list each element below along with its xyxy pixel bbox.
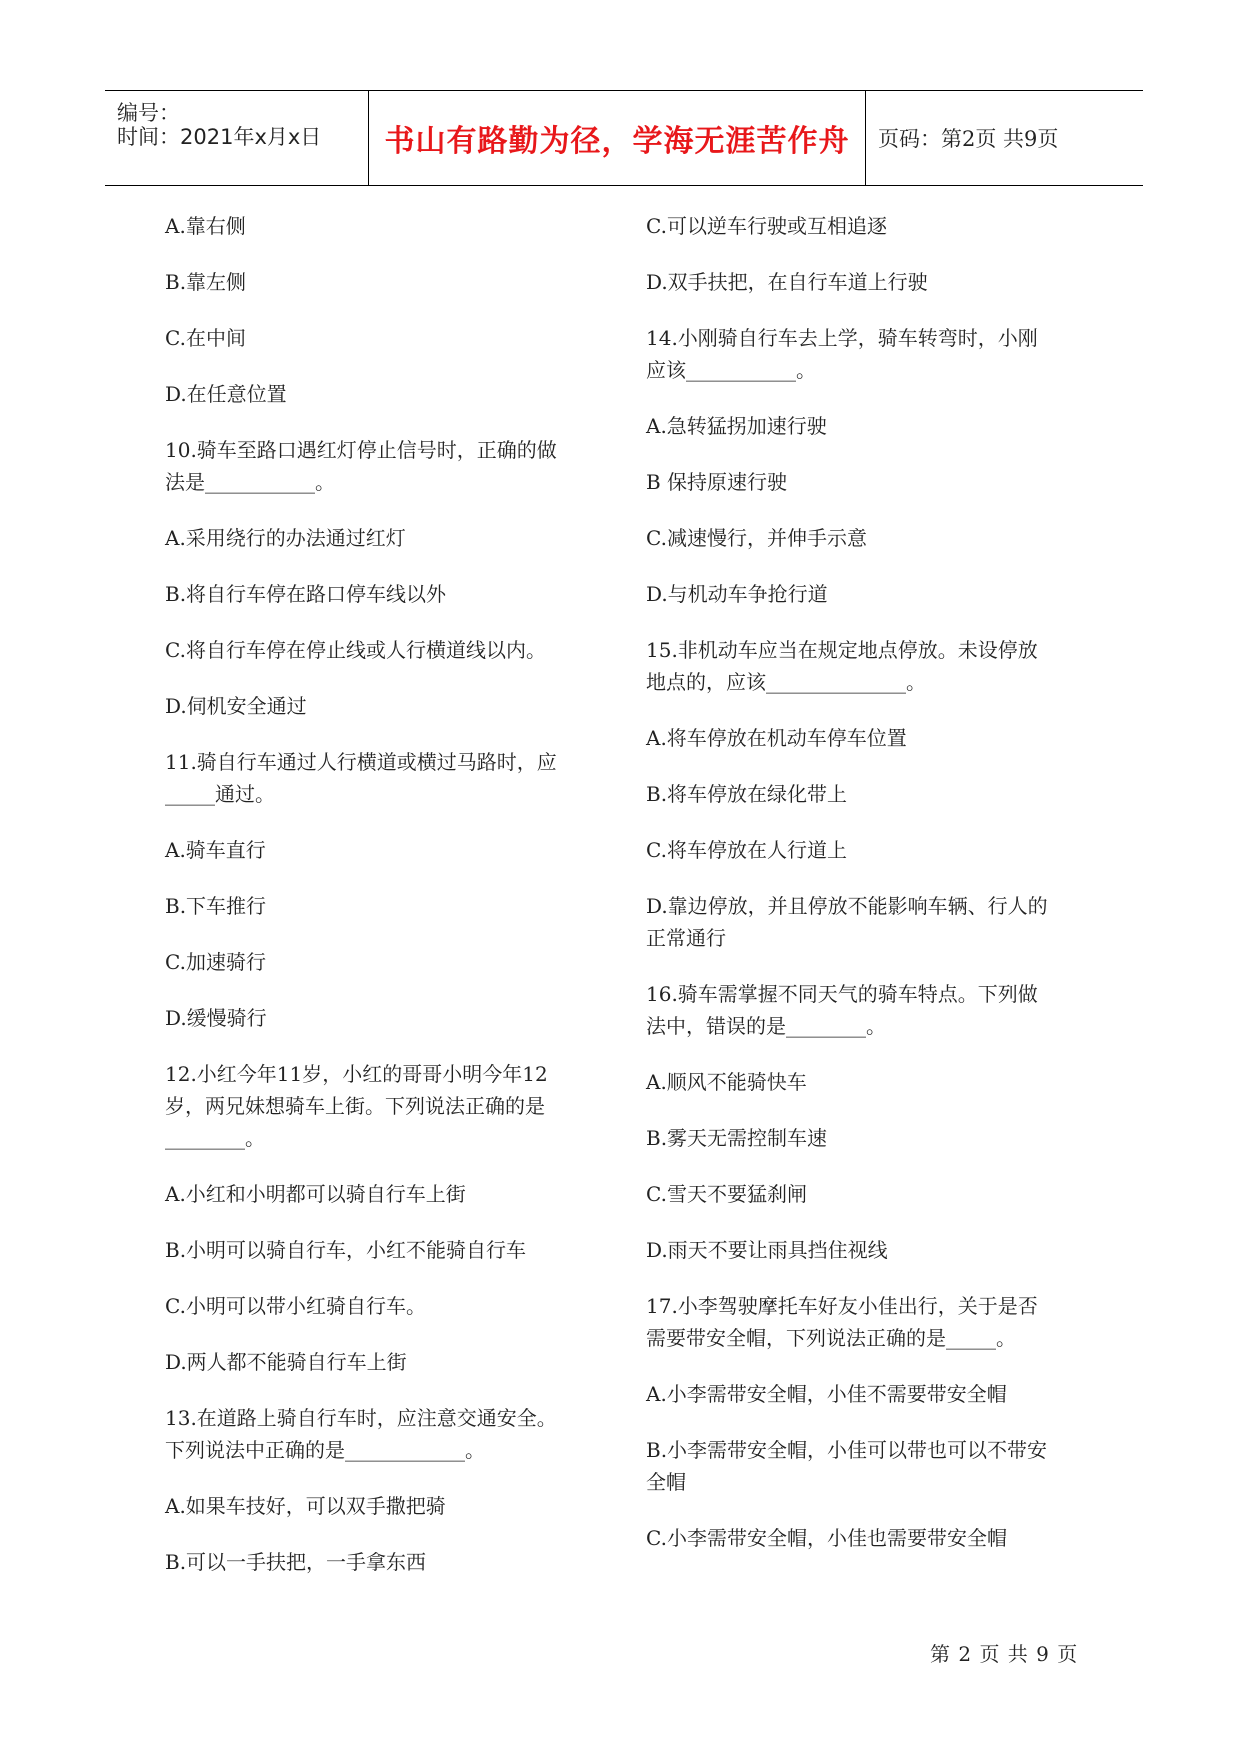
- text-line: C.可以逆车行驶或互相追逐: [646, 214, 887, 238]
- question-item: [646, 1122, 1106, 1154]
- text-line: D.两人都不能骑自行车上街: [165, 1350, 407, 1374]
- question-item: [646, 1234, 1106, 1266]
- header-page-info: 页码：第2页 共9页: [878, 127, 1059, 151]
- text-line: 14.小刚骑自行车去上学，骑车转弯时，小刚: [646, 326, 1038, 350]
- text-line: 全帽: [646, 1470, 686, 1494]
- question-item: [165, 322, 625, 354]
- text-line: 10.骑车至路口遇红灯停止信号时，正确的做: [165, 438, 557, 462]
- text-line: C.减速慢行，并伸手示意: [646, 526, 867, 550]
- right-column: [646, 210, 1106, 1578]
- question-item: [646, 978, 1106, 1042]
- question-item: [646, 410, 1106, 442]
- text-line: B.靠左侧: [165, 270, 247, 294]
- text-line: D.双手扶把，在自行车道上行驶: [646, 270, 928, 294]
- question-item: [646, 722, 1106, 754]
- header-motto-cell: [369, 91, 866, 185]
- text-line: D.雨天不要让雨具挡住视线: [646, 1238, 888, 1262]
- left-column: [165, 210, 625, 1602]
- text-line: 16.骑车需掌握不同天气的骑车特点。下列做: [646, 982, 1038, 1006]
- question-item: [165, 634, 625, 666]
- motto-text: 书山有路勤为径，学海无涯苦作舟: [384, 124, 850, 159]
- question-item: [646, 1178, 1106, 1210]
- question-item: [646, 1290, 1106, 1354]
- text-line: C.将自行车停在停止线或人行横道线以内。: [165, 638, 546, 662]
- question-item: [165, 1178, 625, 1210]
- text-line: C.小明可以带小红骑自行车。: [165, 1294, 426, 1318]
- question-item: [165, 1490, 625, 1522]
- text-line: D.靠边停放，并且停放不能影响车辆、行人的: [646, 894, 1048, 918]
- question-item: [646, 522, 1106, 554]
- question-item: [165, 522, 625, 554]
- question-item: [165, 1058, 625, 1154]
- question-item: [165, 1002, 625, 1034]
- text-line: D.缓慢骑行: [165, 1006, 267, 1030]
- question-item: [165, 690, 625, 722]
- text-line: A.骑车直行: [165, 838, 266, 862]
- header-page-cell: [866, 91, 1143, 185]
- text-line: A.靠右侧: [165, 214, 246, 238]
- question-item: [165, 890, 625, 922]
- text-line: B.小明可以骑自行车，小红不能骑自行车: [165, 1238, 527, 1262]
- text-line: _____通过。: [165, 782, 275, 806]
- text-line: C.小李需带安全帽，小佳也需要带安全帽: [646, 1526, 1007, 1550]
- text-line: A.急转猛拐加速行驶: [646, 414, 827, 438]
- question-item: [646, 266, 1106, 298]
- question-item: [165, 578, 625, 610]
- text-line: B.雾天无需控制车速: [646, 1126, 828, 1150]
- text-line: A.顺风不能骑快车: [646, 1070, 807, 1094]
- question-item: [646, 322, 1106, 386]
- text-line: C.在中间: [165, 326, 246, 350]
- question-item: [165, 378, 625, 410]
- text-line: 地点的，应该______________。: [646, 670, 926, 694]
- text-line: B.可以一手扶把，一手拿东西: [165, 1550, 427, 1574]
- text-line: 法是___________。: [165, 470, 335, 494]
- question-item: [646, 778, 1106, 810]
- question-item: [165, 1346, 625, 1378]
- question-item: [165, 210, 625, 242]
- question-item: [646, 890, 1106, 954]
- text-line: 法中，错误的是________。: [646, 1014, 886, 1038]
- text-line: D.在任意位置: [165, 382, 287, 406]
- text-line: D.伺机安全通过: [165, 694, 307, 718]
- text-line: 15.非机动车应当在规定地点停放。未设停放: [646, 638, 1038, 662]
- text-line: B.下车推行: [165, 894, 267, 918]
- text-line: 17.小李驾驶摩托车好友小佳出行，关于是否: [646, 1294, 1038, 1318]
- text-line: A.如果车技好，可以双手撒把骑: [165, 1494, 446, 1518]
- text-line: 12.小红今年11岁，小红的哥哥小明今年12: [165, 1062, 548, 1086]
- text-line: 岁，两兄妹想骑车上街。下列说法正确的是: [165, 1094, 545, 1118]
- question-item: [165, 946, 625, 978]
- text-line: C.雪天不要猛刹闸: [646, 1182, 807, 1206]
- question-item: [646, 634, 1106, 698]
- text-line: B 保持原速行驶: [646, 470, 788, 494]
- question-item: [165, 1402, 625, 1466]
- text-line: 11.骑自行车通过人行横道或横过马路时，应: [165, 750, 557, 774]
- question-item: [165, 266, 625, 298]
- text-line: 下列说法中正确的是____________。: [165, 1438, 485, 1462]
- question-item: [165, 834, 625, 866]
- text-line: A.小李需带安全帽，小佳不需要带安全帽: [646, 1382, 1007, 1406]
- question-item: [646, 210, 1106, 242]
- question-item: [646, 466, 1106, 498]
- text-line: B.将车停放在绿化带上: [646, 782, 848, 806]
- question-item: [165, 746, 625, 810]
- text-line: B.小李需带安全帽，小佳可以带也可以不带安: [646, 1438, 1048, 1462]
- text-line: B.将自行车停在路口停车线以外: [165, 582, 447, 606]
- text-line: D.与机动车争抢行道: [646, 582, 828, 606]
- question-item: [646, 834, 1106, 866]
- text-line: A.将车停放在机动车停车位置: [646, 726, 907, 750]
- question-item: [165, 1546, 625, 1578]
- text-line: C.将车停放在人行道上: [646, 838, 847, 862]
- text-line: 正常通行: [646, 926, 726, 950]
- text-line: ________。: [165, 1126, 265, 1150]
- question-item: [646, 578, 1106, 610]
- text-line: A.采用绕行的办法通过红灯: [165, 526, 406, 550]
- text-line: 13.在道路上骑自行车时，应注意交通安全。: [165, 1406, 557, 1430]
- question-item: [646, 1066, 1106, 1098]
- question-item: [646, 1434, 1106, 1498]
- text-line: C.加速骑行: [165, 950, 266, 974]
- question-item: [165, 1234, 625, 1266]
- text-line: 应该___________。: [646, 358, 816, 382]
- document-number-label: 编号：: [117, 101, 180, 125]
- header-left-cell: [105, 91, 369, 185]
- text-line: A.小红和小明都可以骑自行车上街: [165, 1182, 466, 1206]
- page-header: [105, 90, 1143, 186]
- page-footer: 第 2 页 共 9 页: [930, 1642, 1079, 1666]
- question-item: [165, 1290, 625, 1322]
- question-item: [646, 1378, 1106, 1410]
- text-line: 需要带安全帽，下列说法正确的是_____。: [646, 1326, 1016, 1350]
- document-time-label: 时间：2021年x月x日: [117, 125, 322, 149]
- question-item: [646, 1522, 1106, 1554]
- question-item: [165, 434, 625, 498]
